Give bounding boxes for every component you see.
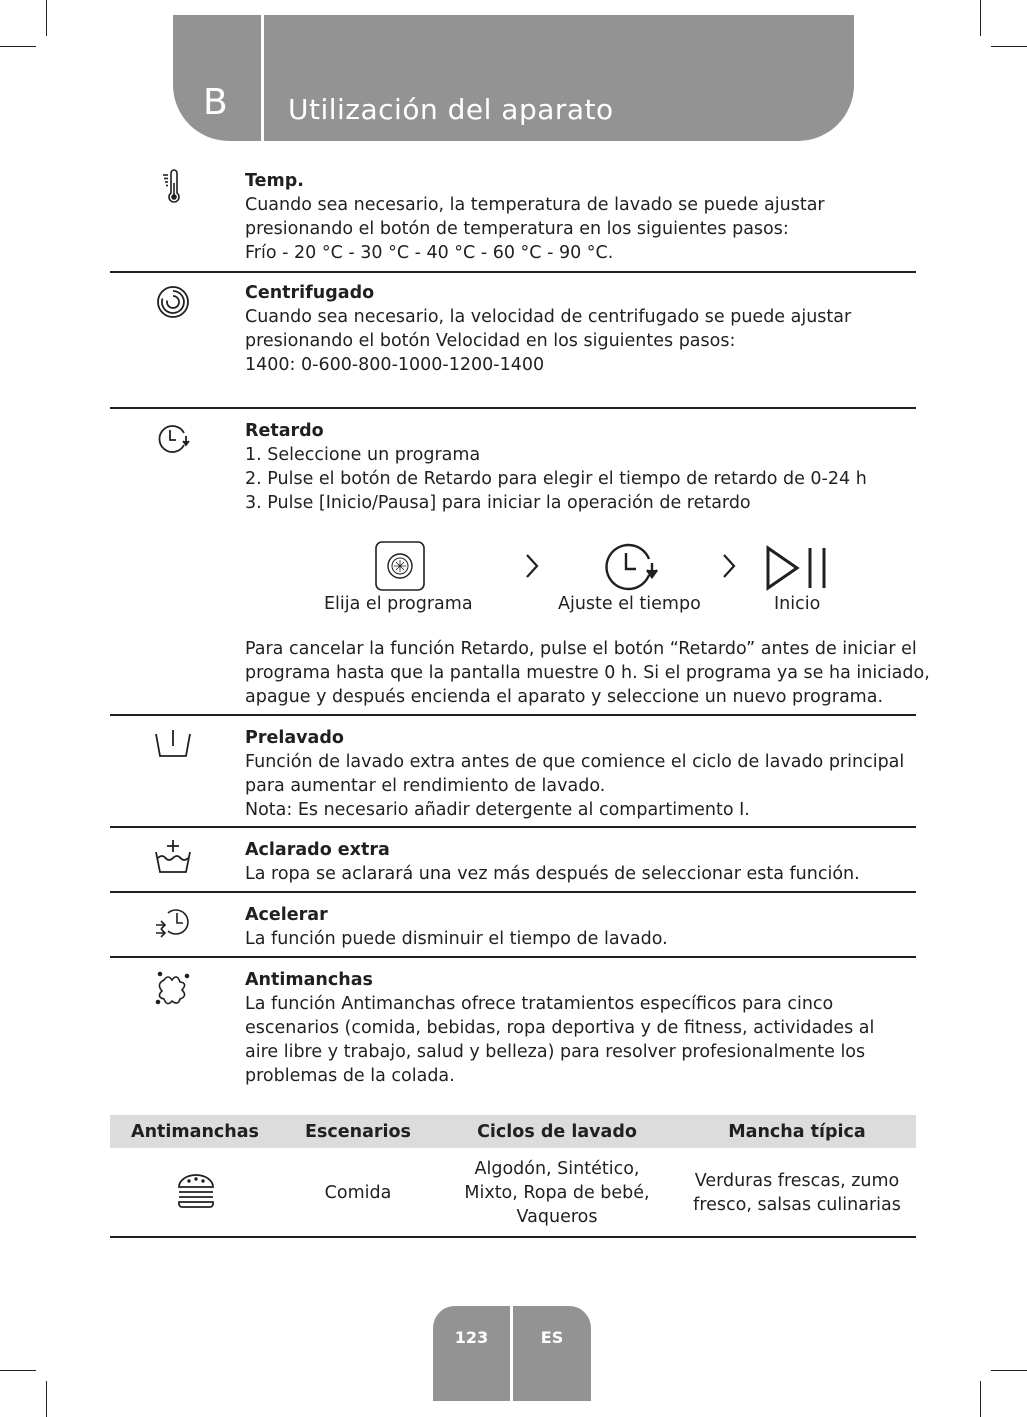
page-number: 123 bbox=[454, 1328, 489, 1347]
delay-note: apague y después encienda el aparato y seleccione un nuevo programa. bbox=[245, 687, 884, 707]
feature-text: para aumentar el rendimiento de lavado. bbox=[245, 776, 606, 796]
feature-text: La ropa se aclarará una vez más después de seleccionar esta función. bbox=[245, 864, 860, 884]
step-label-start: Inicio bbox=[774, 594, 821, 614]
spin-icon bbox=[154, 283, 192, 321]
crop-mark bbox=[46, 0, 47, 36]
crop-mark bbox=[0, 46, 36, 47]
feature-heading: Antimanchas bbox=[245, 970, 373, 990]
column-header: Escenarios bbox=[305, 1122, 411, 1142]
crop-mark bbox=[991, 46, 1027, 47]
crop-mark bbox=[46, 1381, 47, 1417]
stain-line: fresco, salsas culinarias bbox=[693, 1195, 901, 1215]
feature-speed bbox=[110, 893, 916, 958]
table-header bbox=[110, 1115, 916, 1148]
extra-rinse-icon bbox=[154, 838, 192, 876]
feature-text: presionando el botón de temperatura en los siguientes pasos: bbox=[245, 219, 789, 239]
section-title: Utilización del aparato bbox=[288, 93, 614, 126]
feature-text: Cuando sea necesario, la temperatura de lavado se puede ajustar bbox=[245, 195, 825, 215]
section-letter: B bbox=[203, 82, 228, 123]
feature-text: Nota: Es necesario añadir detergente al compartimento I. bbox=[245, 800, 750, 820]
cycles-line: Mixto, Ropa de bebé, bbox=[464, 1183, 650, 1203]
stain-line: Verduras frescas, zumo bbox=[694, 1171, 900, 1191]
cycles-line: Algodón, Sintético, bbox=[474, 1159, 640, 1179]
step-label-program: Elija el programa bbox=[324, 594, 473, 614]
prewash-tub-icon bbox=[154, 726, 192, 764]
language-code: ES bbox=[540, 1328, 564, 1347]
cycles-cell bbox=[436, 1157, 678, 1229]
feature-text: Frío - 20 °C - 30 °C - 40 °C - 60 °C - 90 °C. bbox=[245, 243, 614, 263]
feature-text: 3. Pulse [Inicio/Pausa] para iniciar la operación de retardo bbox=[245, 493, 751, 513]
feature-text: 1400: 0-600-800-1000-1200-1400 bbox=[245, 355, 545, 375]
section-header bbox=[173, 15, 854, 141]
column-header: Ciclos de lavado bbox=[477, 1122, 637, 1142]
feature-text: Función de lavado extra antes de que comience el ciclo de lavado principal bbox=[245, 752, 905, 772]
page-number-tab bbox=[433, 1306, 510, 1401]
column-header: Antimanchas bbox=[131, 1122, 259, 1142]
feature-text: problemas de la colada. bbox=[245, 1066, 455, 1086]
feature-heading: Acelerar bbox=[245, 905, 328, 925]
program-knob-icon bbox=[375, 541, 425, 591]
feature-heading: Temp. bbox=[245, 171, 304, 191]
crop-mark bbox=[980, 1381, 981, 1417]
header-divider bbox=[261, 15, 264, 141]
burger-icon bbox=[176, 1173, 216, 1211]
feature-prewash bbox=[110, 716, 916, 828]
start-pause-icon bbox=[765, 545, 829, 591]
delay-note: Para cancelar la función Retardo, pulse el botón “Retardo” antes de iniciar el bbox=[245, 639, 917, 659]
feature-text: 2. Pulse el botón de Retardo para elegir el tiempo de retardo de 0-24 h bbox=[245, 469, 867, 489]
chevron-right-icon bbox=[720, 553, 738, 579]
column-header: Mancha típica bbox=[728, 1122, 866, 1142]
language-tab bbox=[513, 1306, 591, 1401]
delay-note: programa hasta que la pantalla muestre 0 h. Si el programa ya se ha iniciado, bbox=[245, 663, 930, 683]
crop-mark bbox=[991, 1370, 1027, 1371]
feature-extra-rinse bbox=[110, 828, 916, 893]
crop-mark bbox=[0, 1370, 36, 1371]
delay-clock-icon bbox=[601, 539, 659, 595]
feature-text: La función puede disminuir el tiempo de lavado. bbox=[245, 929, 668, 949]
delay-clock-icon bbox=[154, 419, 192, 457]
speed-clock-icon bbox=[154, 903, 192, 941]
feature-heading: Aclarado extra bbox=[245, 840, 390, 860]
feature-heading: Retardo bbox=[245, 421, 324, 441]
thermometer-icon bbox=[154, 169, 192, 207]
cycles-line: Vaqueros bbox=[516, 1207, 598, 1227]
stain-splash-icon bbox=[154, 968, 192, 1006]
feature-stain bbox=[110, 958, 916, 1098]
scenario-cell: Comida bbox=[324, 1183, 392, 1203]
feature-text: 1. Seleccione un programa bbox=[245, 445, 481, 465]
table-row bbox=[110, 1148, 916, 1238]
feature-spin bbox=[110, 273, 916, 409]
feature-text: Cuando sea necesario, la velocidad de centrifugado se puede ajustar bbox=[245, 307, 852, 327]
feature-text: presionando el botón Velocidad en los siguientes pasos: bbox=[245, 331, 736, 351]
crop-mark bbox=[980, 0, 981, 36]
chevron-right-icon bbox=[523, 553, 541, 579]
feature-heading: Centrifugado bbox=[245, 283, 375, 303]
feature-text: La función Antimanchas ofrece tratamientos específicos para cinco bbox=[245, 994, 834, 1014]
delay-steps-figure bbox=[0, 535, 1027, 625]
feature-text: aire libre y trabajo, salud y belleza) para resolver profesionalmente los bbox=[245, 1042, 866, 1062]
feature-text: escenarios (comida, bebidas, ropa deportiva y de fitness, actividades al bbox=[245, 1018, 875, 1038]
step-label-time: Ajuste el tiempo bbox=[558, 594, 701, 614]
feature-heading: Prelavado bbox=[245, 728, 344, 748]
stain-cell bbox=[678, 1169, 916, 1217]
feature-temp bbox=[110, 165, 916, 273]
